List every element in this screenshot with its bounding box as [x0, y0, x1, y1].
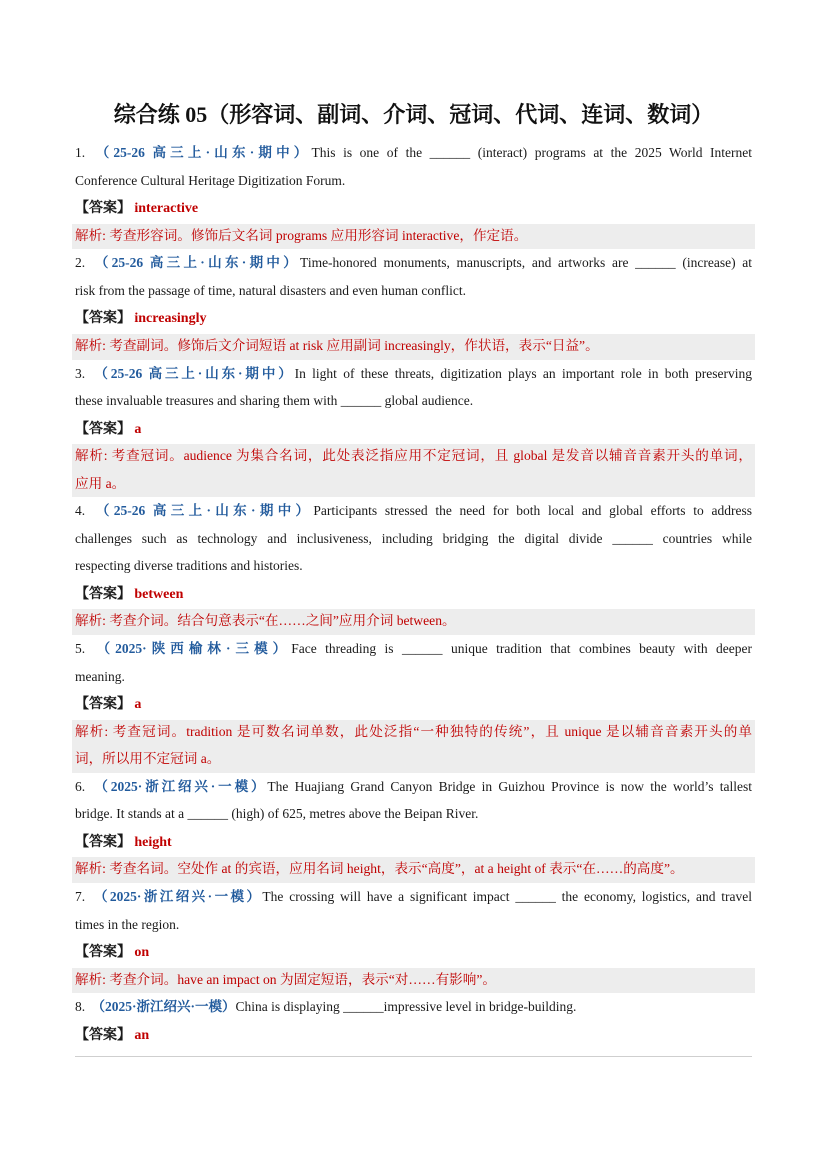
answer-line — [75, 828, 752, 856]
question-source-tag: （25-26 高三上·山东·期中） — [94, 255, 301, 271]
question-line: challenges such as technology and inclusiveness, including bridging the digital divide ______ countries while — [75, 530, 752, 546]
analysis-line: 解析: 考查名词。空处作 at 的宾语，应用名词 height，表示“高度”，at a height of 表示“在……的高度”。 — [75, 861, 684, 877]
analysis-line: 解析: 考查介词。have an impact on 为固定短语，表示“对……有影响”。 — [75, 971, 496, 987]
question-text: Time-honored monuments, manuscripts, and artworks are ______ (increase) at — [300, 255, 753, 271]
answer-line — [75, 580, 752, 608]
analysis-block — [72, 332, 755, 360]
question-source-tag: （2025·浙江绍兴·一模） — [93, 888, 263, 904]
answer-value: between — [134, 586, 184, 602]
question-number: 3. — [75, 365, 86, 381]
question-item — [75, 883, 752, 993]
question-source-tag: （25-26 高三上·山东·期中） — [95, 503, 314, 519]
question-line — [75, 139, 752, 167]
analysis-block — [72, 442, 755, 497]
analysis-block — [72, 222, 755, 250]
question-line: meaning. — [75, 668, 125, 684]
analysis-line: 应用 a。 — [75, 475, 126, 491]
question-number: 2. — [75, 255, 86, 271]
answer-label: 【答案】 — [75, 834, 131, 850]
answer-value: on — [134, 945, 150, 961]
question-number: 8. — [75, 999, 86, 1015]
question-line: risk from the passage of time, natural disasters and even human conflict. — [75, 282, 467, 298]
bottom-divider — [75, 1056, 752, 1057]
answer-value: a — [134, 421, 142, 437]
question-line — [75, 360, 752, 388]
question-number: 4. — [75, 503, 86, 519]
page-title: 综合练 05（形容词、副词、介词、冠词、代词、连词、数词） — [113, 102, 714, 127]
answer-line — [75, 1021, 752, 1049]
question-text: The Huajiang Grand Canyon Bridge in Guizhou Province is now the world’s tallest — [267, 778, 753, 794]
analysis-block — [72, 966, 755, 994]
answer-value: an — [134, 1027, 150, 1043]
answer-line — [75, 938, 752, 966]
question-item — [75, 635, 752, 773]
question-item — [75, 497, 752, 635]
question-line — [75, 635, 752, 663]
answer-value: increasingly — [134, 311, 207, 327]
answer-label: 【答案】 — [75, 586, 131, 602]
analysis-line: 解析: 考查冠词。audience 为集合名词，此处表泛指应用不定冠词，且 global 是发音以辅音音素开头的单词， — [75, 448, 752, 464]
question-line — [75, 883, 752, 911]
answer-line — [75, 415, 752, 443]
analysis-block — [72, 855, 755, 883]
question-item — [75, 773, 752, 883]
question-text: China is displaying ______impressive level in bridge-building. — [235, 999, 577, 1015]
analysis-line: 解析: 考查形容词。修饰后文名词 programs 应用形容词 interactive，作定语。 — [75, 227, 528, 243]
question-source-tag: （2025·陕西榆林·三模） — [96, 641, 292, 657]
answer-line — [75, 690, 752, 718]
question-text: This is one of the ______ (interact) programs at the 2025 World Internet — [311, 145, 753, 161]
answer-label: 【答案】 — [75, 421, 131, 437]
answer-value: interactive — [134, 201, 199, 217]
analysis-line: 解析: 考查冠词。tradition 是可数名词单数，此处泛指“一种独特的传统”，且 unique 是以辅音音素开头的单 — [75, 723, 752, 739]
analysis-line: 解析: 考查副词。修饰后文介词短语 at risk 应用副词 increasingly，作状语，表示“日益”。 — [75, 338, 599, 354]
answer-label: 【答案】 — [75, 945, 131, 961]
analysis-block — [72, 607, 755, 635]
question-item — [75, 360, 752, 498]
answer-label: 【答案】 — [75, 201, 131, 217]
answer-value: a — [134, 697, 142, 713]
question-line — [75, 249, 752, 277]
analysis-line: 词，所以用不定冠词 a。 — [75, 751, 221, 767]
question-line — [75, 773, 752, 801]
answer-value: height — [134, 834, 172, 850]
question-source-tag: （25-26 高三上·山东·期中） — [94, 365, 295, 381]
question-line: these invaluable treasures and sharing them with ______ global audience. — [75, 393, 474, 409]
question-item — [75, 249, 752, 359]
question-text: In light of these threats, digitization plays an important role in both preserving — [294, 365, 753, 381]
answer-line — [75, 304, 752, 332]
answer-label: 【答案】 — [75, 311, 131, 327]
question-line — [75, 497, 752, 525]
analysis-line: 解析: 考查介词。结合句意表示“在……之间”应用介词 between。 — [75, 613, 456, 629]
question-number: 6. — [75, 778, 86, 794]
question-item — [75, 993, 752, 1048]
answer-line — [75, 194, 752, 222]
question-line: times in the region. — [75, 916, 180, 932]
question-list — [75, 139, 752, 1057]
question-line: bridge. It stands at a ______ (high) of 625, metres above the Beipan River. — [75, 806, 479, 822]
question-line: respecting diverse traditions and histories. — [75, 558, 303, 574]
question-text: The crossing will have a significant impact ______ the economy, logistics, and travel — [262, 888, 752, 904]
question-number: 5. — [75, 641, 86, 657]
question-number: 1. — [75, 145, 86, 161]
question-number: 7. — [75, 888, 86, 904]
question-source-tag: （25-26 高三上·山东·期中） — [95, 145, 312, 161]
answer-label: 【答案】 — [75, 1027, 131, 1043]
answer-label: 【答案】 — [75, 697, 131, 713]
question-line — [75, 993, 752, 1021]
question-source-tag: （2025·浙江绍兴·一模） — [91, 999, 236, 1015]
analysis-block — [72, 718, 755, 773]
question-line: Conference Cultural Heritage Digitization Forum. — [75, 172, 346, 188]
question-source-tag: （2025·浙江绍兴·一模） — [94, 778, 268, 794]
question-item — [75, 139, 752, 249]
question-text: Participants stressed the need for both local and global efforts to address — [313, 503, 752, 519]
question-text: Face threading is ______ unique tradition that combines beauty with deeper — [291, 641, 752, 657]
